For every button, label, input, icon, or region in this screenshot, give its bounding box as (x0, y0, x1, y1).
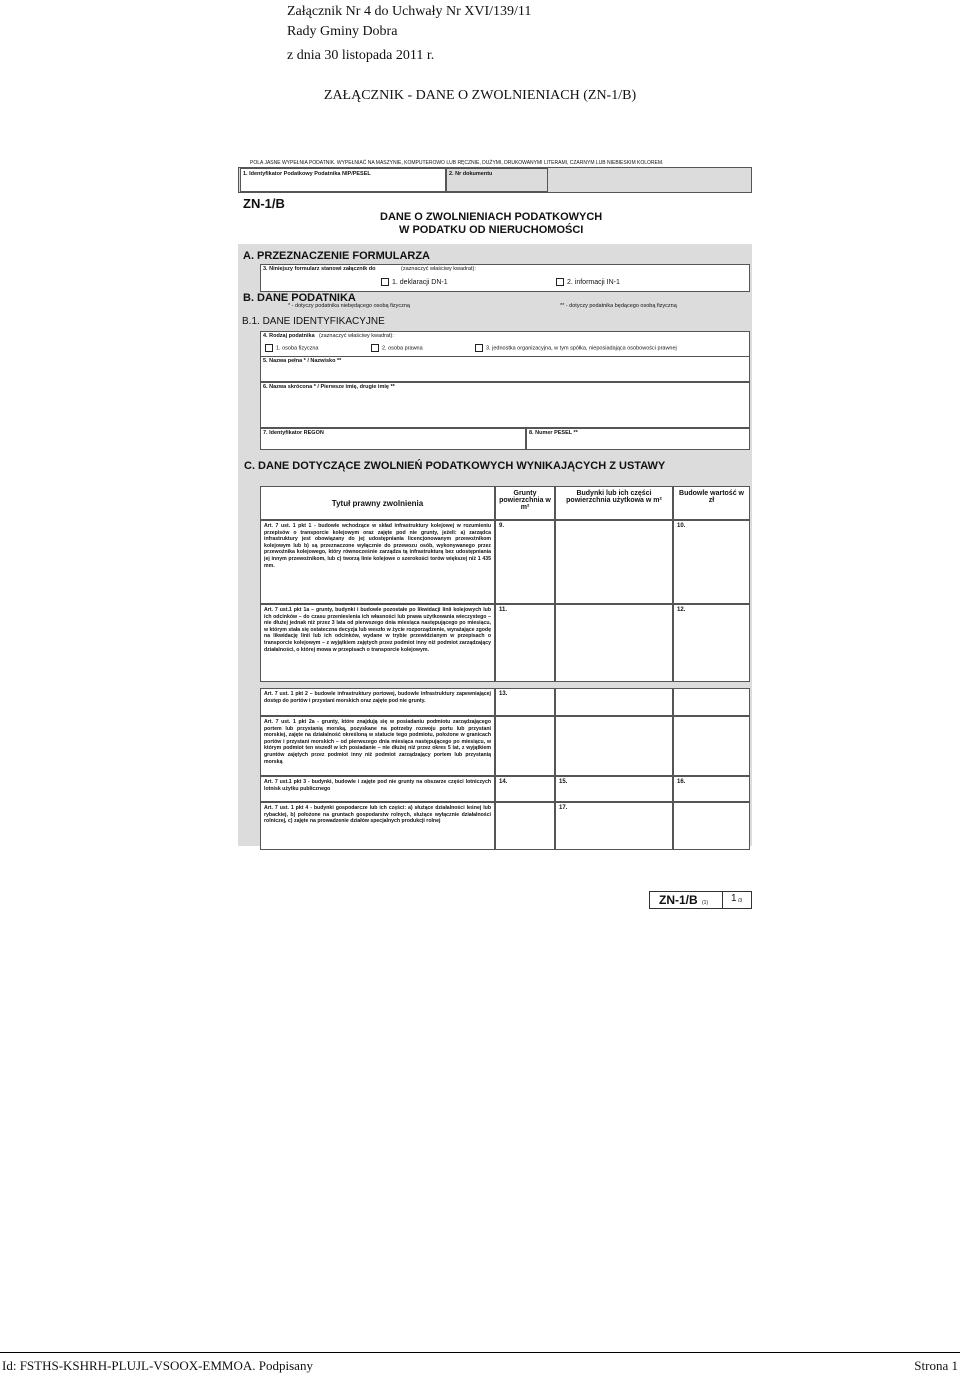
pesel-field[interactable] (526, 428, 750, 450)
section-b-title: B. DANE PODATNIKA (243, 292, 356, 304)
row-value-cell[interactable] (495, 802, 555, 850)
row-value-cell[interactable] (673, 716, 750, 776)
field-6-label: 6. Nazwa skrócona * / Pierwsze imię, drugie imię ** (263, 384, 395, 390)
form-scan (238, 158, 752, 846)
checkbox-in1[interactable] (556, 278, 564, 286)
nip-field[interactable] (240, 168, 446, 192)
option-dn1-label: 1. deklaracji DN-1 (392, 278, 448, 286)
col-header-budowle: Budowle wartość w zł (673, 486, 750, 520)
option-in1[interactable] (556, 278, 620, 286)
full-name-field[interactable] (260, 356, 750, 382)
row-legal-title: Art. 7 ust. 1 pkt 2a - grunty, które znajdują się w posiadaniu podmiotu zarządzającego portem lub przystanią morską, pozyskane na potrzeby rozwoju portu lub przystani morskiej, zajęte na działalność określoną w statucie tego podmiotu, położone w granicach portów i przystani morskich – od pierwszego dnia miesiąca następującego po miesiącu, w którym podmiot ten wszedł w ich posiadanie – nie dłużej niż przez okres 5 lat, z wyjątkiem gruntów zajętych przez podmiot inny niż podmiot zarządzający portem lub przystanią morską (260, 716, 495, 776)
row-legal-title: Art. 7 ust. 1 pkt 1 - budowle wchodzące w skład infrastruktury kolejowej w rozumieniu przepisów o transporcie kolejowym oraz zajęte pod nie grunty, jeżeli: a) zarządca infrastruktury jest obowiązany do jej udostępniania licencjonowanym przewoźnikom kolejowym lub b) są przeznaczone wyłącznie do przewozu osób, wykonywanego przez przewoźnika kolejowego, który równocześnie zarządza tą infrastrukturą bez udostępniania jej innym przewoźnikom, lub c) tworzą linie kolejowe o szerokości torów większej niż 1 435 mm. (260, 520, 495, 604)
footer-id: Id: FSTHS-KSHRH-PLUJL-VSOOX-EMMOA. Podpisany (2, 1358, 313, 1373)
option-fizyczna[interactable] (265, 344, 319, 352)
row-value-cell[interactable]: 11. (495, 604, 555, 682)
row-value-cell[interactable]: 12. (673, 604, 750, 682)
note-b2: ** - dotyczy podatnika będącego osobą fizyczną (560, 303, 677, 309)
row-value-cell[interactable]: 9. (495, 520, 555, 604)
row-value-cell[interactable] (555, 604, 673, 682)
footer-rule (0, 1352, 960, 1353)
row-value-cell[interactable] (555, 716, 673, 776)
nip-label: 1. Identyfikator Podatkowy Podatnika NIP/PESEL (243, 171, 371, 177)
footer-divider (722, 891, 723, 909)
row-legal-title: Art. 7 ust. 1 pkt 4 - budynki gospodarcze lub ich części: a) służące działalności leśnej lub rybackiej, b) położone na gruntach gospodarstw rolnych, służące wyłącznie działalności rolniczej, c) zajęte na prowadzenie działów specjalnych produkcji rolnej (260, 802, 495, 850)
checkbox-jednostka[interactable] (475, 344, 483, 352)
row-value-cell[interactable] (673, 802, 750, 850)
section-c-title: C. DANE DOTYCZĄCE ZWOLNIEŃ PODATKOWYCH WYNIKAJĄCYCH Z USTAWY (244, 460, 666, 472)
checkbox-fizyczna[interactable] (265, 344, 273, 352)
footer-page: Strona 1 (914, 1358, 958, 1373)
col-header-title: Tytuł prawny zwolnienia (260, 486, 495, 520)
col-header-budynki: Budynki lub ich części powierzchnia użytkowa w m² (555, 486, 673, 520)
option-fizyczna-label: 1. osoba fizyczna (276, 345, 319, 352)
row-value-cell[interactable]: 10. (673, 520, 750, 604)
field-4-box (260, 331, 750, 357)
row-value-cell[interactable] (555, 520, 673, 604)
footer-form-sub: (1) (702, 900, 709, 906)
note-b1: * - dotyczy podatnika niebędącego osobą fizyczną (288, 303, 410, 309)
checkbox-prawna[interactable] (371, 344, 379, 352)
form-footer-box (649, 891, 752, 909)
row-value-cell[interactable]: 15. (555, 776, 673, 802)
option-jednostka[interactable] (475, 344, 677, 352)
footer-page-sub: /3 (738, 898, 743, 904)
row-value-cell[interactable]: 14. (495, 776, 555, 802)
row-value-cell[interactable] (495, 716, 555, 776)
row-legal-title: Art. 7 ust.1 pkt 3 - budynki, budowle i zajęte pod nie grunty na obszarze części lotniczych lotnisk użytku publicznego (260, 776, 495, 802)
row-value-cell[interactable]: 13. (495, 688, 555, 716)
section-a-title: A. PRZEZNACZENIE FORMULARZA (243, 250, 430, 262)
section-b1-title: B.1. DANE IDENTYFIKACYJNE (242, 316, 385, 327)
field-3-label: 3. Niniejszy formularz stanowi załącznik do (263, 266, 376, 272)
form-heading-2: W PODATKU OD NIERUCHOMOŚCI (399, 224, 584, 236)
field-8-label: 8. Numer PESEL ** (529, 430, 578, 436)
checkbox-dn1[interactable] (381, 278, 389, 286)
row-value-cell[interactable] (555, 688, 673, 716)
doc-number-label: 2. Nr dokumentu (449, 171, 493, 177)
field-4-label: 4. Rodzaj podatnika (263, 333, 315, 339)
option-prawna[interactable] (371, 344, 423, 352)
option-in1-label: 2. informacji IN-1 (567, 278, 620, 286)
option-dn1[interactable] (381, 278, 448, 286)
row-value-cell[interactable]: 17. (555, 802, 673, 850)
header-line-2: Rady Gminy Dobra (287, 24, 398, 39)
field-7-label: 7. Identyfikator REGON (263, 430, 324, 436)
field-5-label: 5. Nazwa pełna * / Nazwisko ** (263, 358, 342, 364)
field-3-box (260, 264, 750, 292)
row-legal-title: Art. 7 ust.1 pkt 1a – grunty, budynki i budowle pozostałe po likwidacji linii kolejowych lub ich odcinków – do czasu przeniesienia ich własności lub prawa użytkowania wieczystego – nie dłużej jednak niż przez 3 lata od pierwszego dnia miesiąca następującego po miesiącu, w którym stała się ostateczna decyzja lub weszło w życie rozporządzenie, wyrażające zgodę na likwidację linii lub ich odcinków, wydane w trybie przewidzianym w przepisach o transporcie kolejowym – z wyjątkiem zajętych przez podmiot inny niż podmiot zarządzający działalności, o której mowa w przepisach o transporcie kolejowym. (260, 604, 495, 682)
header-line-3: z dnia 30 listopada 2011 r. (287, 48, 435, 63)
regon-field[interactable] (260, 428, 526, 450)
option-prawna-label: 2. osoba prawna (382, 345, 423, 352)
doc-number-field[interactable] (446, 168, 548, 192)
header-line-1: Załącznik Nr 4 do Uchwały Nr XVI/139/11 (287, 4, 532, 19)
col-header-grunty: Grunty powierzchnia w m² (495, 486, 555, 520)
row-value-cell[interactable] (673, 688, 750, 716)
document-title: ZAŁĄCZNIK - DANE O ZWOLNIENIACH (ZN-1/B) (323, 88, 637, 103)
short-name-field[interactable] (260, 382, 750, 428)
footer-form-code: ZN-1/B (659, 893, 698, 907)
footer-page-num: 1 (731, 893, 737, 904)
form-code: ZN-1/B (243, 196, 285, 211)
field-4-hint: (zaznaczyć właściwy kwadrat): (319, 333, 394, 339)
option-jednostka-label: 3. jednostka organizacyjna, w tym spółka, nieposiadająca osobowości prawnej (486, 345, 677, 352)
form-instruction: POLA JASNE WYPEŁNIA PODATNIK. WYPEŁNIAĆ NA MASZYNIE, KOMPUTEROWO LUB RĘCZNIE, DUŻYMI, DRUKOWANYMI LITERAMI, CZARNYM LUB NIEBIESKIM KOLOREM. (250, 160, 664, 166)
form-heading-1: DANE O ZWOLNIENIACH PODATKOWYCH (380, 211, 603, 223)
row-legal-title: Art. 7 ust. 1 pkt 2 – budowle infrastruktury portowej, budowle infrastruktury zapewniającej dostęp do portów i przystani morskich oraz zajęte pod nie grunty. (260, 688, 495, 716)
row-value-cell[interactable]: 16. (673, 776, 750, 802)
field-3-hint: (zaznaczyć właściwy kwadrat): (401, 266, 476, 272)
